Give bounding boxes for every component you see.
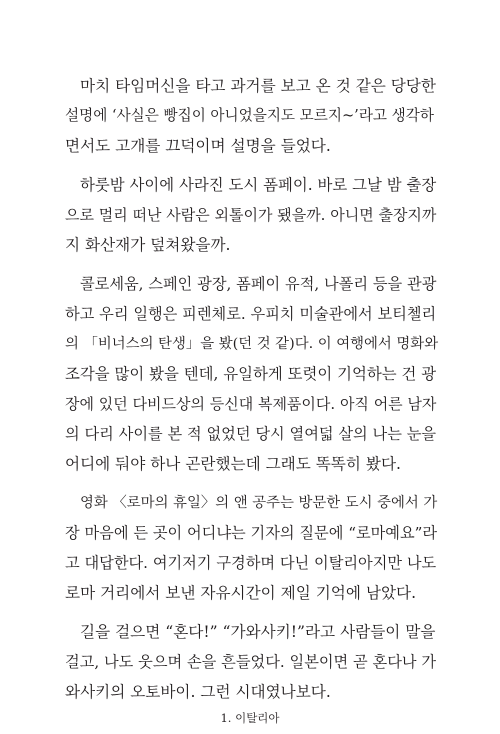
paragraph-3-line-7: 어디에 둬야 하나 곤란했는데 그래도 똑똑히 봤다. xyxy=(65,455,401,473)
paragraph-5-line-3: 와사키의 오토바이. 그런 시대였나보다. xyxy=(65,683,331,701)
paragraph-1-line-2: 설명에 ‘사실은 빵집이 아니었을지도 모르지~’라고 생각하 xyxy=(65,107,434,124)
page-footer-chapter-label: 1. 이탈리아 xyxy=(220,711,280,725)
paragraph-4-line-2: 장 마음에 든 곳이 어디냐는 기자의 질문에 “로마예요”라 xyxy=(65,524,438,542)
paragraph-2-line-1: 하룻밤 사이에 사라진 도시 폼페이. 바로 그날 밤 출장 xyxy=(80,176,437,194)
paragraph-5-line-1: 길을 걸으면 “혼다!” “가와사키!”라고 사람들이 말을 xyxy=(80,623,436,641)
paragraph-3-line-5: 장에 있던 다비드상의 등신대 복제품이다. 아직 어른 남자 xyxy=(65,395,437,413)
paragraph-3-line-3: 의 「비너스의 탄생」을 봤(던 것 같)다. 이 여행에서 명화와 xyxy=(65,336,439,352)
paragraph-3-line-4: 조각을 많이 봤을 텐데, 유일하게 또렷이 기억하는 건 광 xyxy=(65,365,437,383)
paragraph-3-line-1: 콜로세움, 스페인 광장, 폼페이 유적, 나폴리 등을 관광 xyxy=(80,275,437,293)
paragraph-1-line-1: 마치 타임머신을 타고 과거를 보고 온 것 같은 당당한 xyxy=(80,77,436,95)
paragraph-5-line-2: 걸고, 나도 웃으며 손을 흔들었다. 일본이면 곧 혼다나 가 xyxy=(65,653,437,671)
paragraph-3-line-6: 의 다리 사이를 본 적 없었던 당시 열여덟 살의 나는 눈을 xyxy=(65,425,437,443)
paragraph-3-line-2: 하고 우리 일행은 피렌체로. 우피치 미술관에서 보티첼리 xyxy=(65,305,437,323)
paragraph-1-line-3: 면서도 고개를 끄덕이며 설명을 들었다. xyxy=(65,137,331,155)
paragraph-4-line-1: 영화 〈로마의 휴일〉의 앤 공주는 방문한 도시 중에서 가 xyxy=(80,495,438,511)
paragraph-2-line-2: 으로 멀리 떠난 사람은 외톨이가 됐을까. 아니면 출장지까 xyxy=(65,206,437,224)
paragraph-4-line-4: 로마 거리에서 보낸 자유시간이 제일 기억에 남았다. xyxy=(65,584,417,602)
paragraph-4-line-3: 고 대답한다. 여기저기 구경하며 다닌 이탈리아지만 나도 xyxy=(65,554,437,572)
paragraph-2-line-3: 지 화산재가 덮쳐왔을까. xyxy=(65,236,231,254)
